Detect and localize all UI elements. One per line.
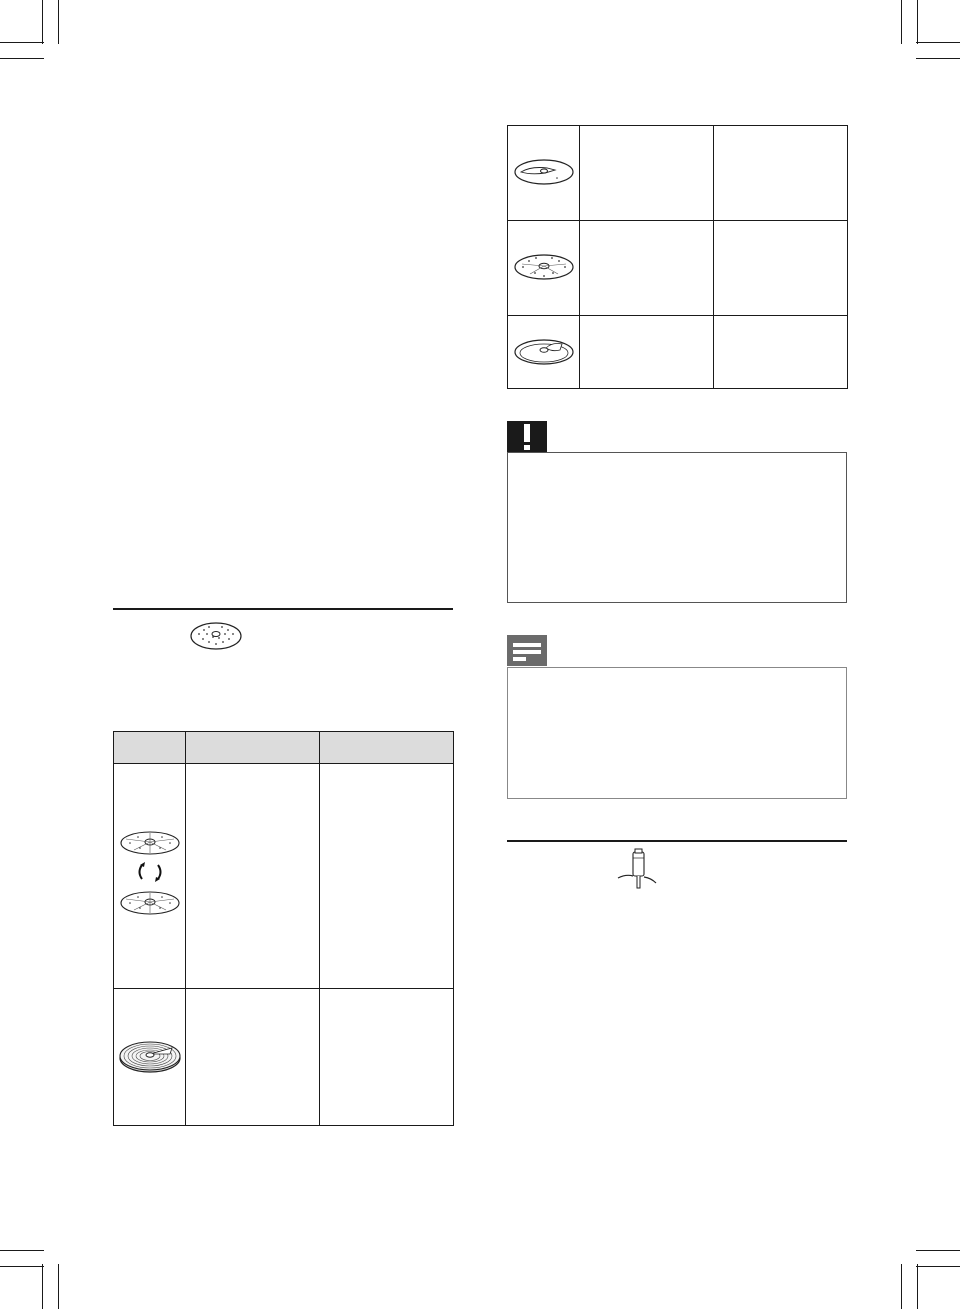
grating-disc-icon [513, 251, 575, 283]
table-icon-cell [114, 764, 186, 989]
disc-table-left [113, 731, 454, 1126]
table-icon-cell [508, 316, 580, 389]
table-cell [580, 126, 714, 221]
table-row [508, 221, 848, 316]
table-icon-cell [508, 126, 580, 221]
table-cell [320, 764, 454, 989]
table-cell [714, 221, 848, 316]
table-row [508, 316, 848, 389]
table-cell [320, 989, 454, 1126]
table-cell [580, 221, 714, 316]
table-icon-cell [508, 221, 580, 316]
section-disc-heading [113, 616, 453, 656]
disc-table-right [507, 125, 848, 389]
table-header-cell [114, 732, 186, 764]
section-rule-discs [113, 608, 453, 610]
slicing-disc-icon [513, 156, 575, 188]
table-cell [186, 764, 320, 989]
reversible-grating-disc-icon [118, 829, 182, 921]
grating-disc-icon [189, 620, 243, 652]
julienne-disc-icon [118, 1036, 182, 1076]
exclamation-icon [520, 423, 534, 451]
table-cell [580, 316, 714, 389]
note-tab [507, 635, 547, 666]
table-row [114, 764, 454, 989]
table-header-cell [186, 732, 320, 764]
table-cell [714, 316, 848, 389]
table-cell [714, 126, 848, 221]
note-lines-icon [512, 640, 542, 662]
table-header-row [114, 732, 454, 764]
table-row [508, 126, 848, 221]
note-box [507, 667, 847, 799]
emulsifying-disc-icon [513, 335, 575, 367]
table-cell [186, 989, 320, 1126]
note-text [508, 668, 846, 688]
table-icon-cell [114, 989, 186, 1126]
caution-box [507, 452, 847, 603]
caution-tab [507, 421, 547, 452]
section-rule-chopper [507, 840, 847, 842]
chopper-blade-icon [615, 848, 661, 890]
section-chopper-heading [507, 846, 847, 890]
caution-text [508, 453, 846, 473]
table-row [114, 989, 454, 1126]
table-header-cell [320, 732, 454, 764]
